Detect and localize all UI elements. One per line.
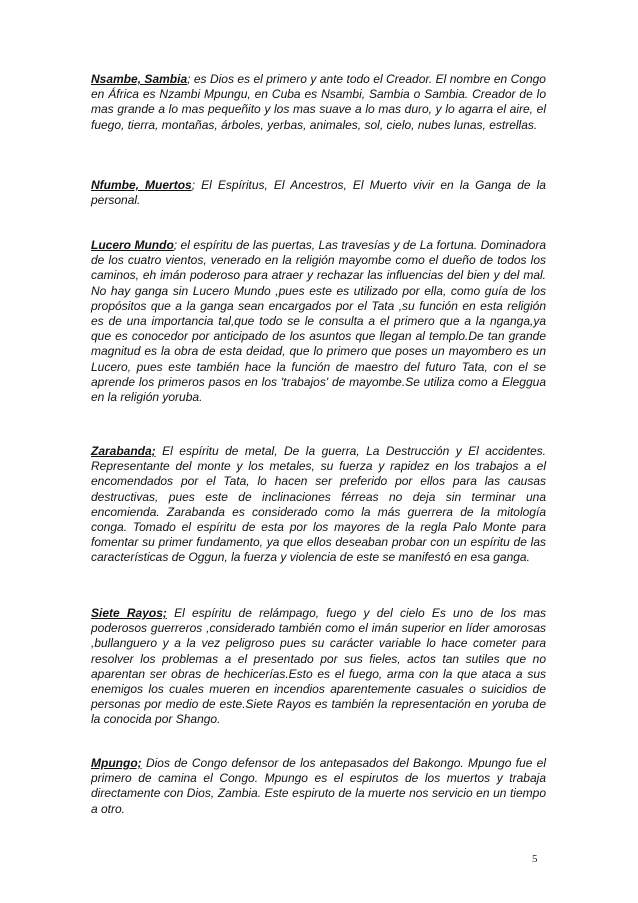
entry-siete-rayos [91,606,546,728]
entry-term: Siete Rayos; [91,606,167,620]
entry-zarabanda [91,444,546,566]
entry-term: Lucero Mundo [91,238,174,252]
entry-text: El espíritu de relámpago, fuego y del cielo Es uno de los mas poderosos guerreros ,considerado también como el imán superior en líder amorosas ,bullanguero y a la vez peligroso pues su carácter variable lo hace cometer para resolver los problemas a el presentado por sus fieles, actos tan sutiles que no aparentan ser obras de hechicerías.Esto es el fuego, arma con la que ataca a sus enemigos los cuales mueren en incendios aparentemente casuales o suicidios de personas por medio de este.Siete Rayos es también la representación en yoruba de la conocida por Shango. [91,606,547,727]
entry-text: ; El Espíritus, El Ancestros, El Muerto vivir en la Ganga de la personal. [91,178,546,208]
entry-lucero-mundo [91,238,546,405]
entry-term: Mpungo; [91,756,142,770]
entry-text: Dios de Congo defensor de los antepasados del Bakongo. Mpungo fue el primero de camina el Congo. Mpungo es el espirutos de los muertos y trabaja directamente con Dios, Zambia. Este espiruto de la muerte nos servicio en un tiempo a otro. [91,756,546,816]
page-number: 5 [532,853,538,865]
entry-text: El espíritu de metal, De la guerra, La Destrucción y El accidentes. Representante del monte y los metales, su fuerza y rapidez en los trabajos a el encomendados por el Tata, lo hacen ser preferido por ellos para las causas destructivas, pues este de inclinaciones férreas no deja sin terminar una encomienda. Zarabanda es considerado como la más guerrera de la mitología conga. Tomado el espíritu de esta por los mayores de la regla Palo Monte para fomentar su primer fundamento, ya que ellos deseaban probar con un espíritu de las características de Oggun, la fuerza y violencia de este se manifestó en esa ganga. [91,444,546,565]
entry-nsambe [91,72,546,133]
entry-term: Nfumbe, Muertos [91,178,192,192]
entry-mpungo [91,756,546,817]
entry-text: ; el espíritu de las puertas, Las travesías y de La fortuna. Dominadora de los cuatro vientos, venerado en la religión mayombe como el dueño de todos los caminos, eh imán poderoso para atraer y rechazar las influencias del bien y del mal. No hay ganga sin Lucero Mundo ,pues este es utilizado por ella, como guía de los propósitos que a la ganga sean encargados por el Tata ,su función en esta religión es de una importancia tal,que todo se le consulta a el primero que a la nganga,ya que es conocedor por anticipado de los asuntos que llegan al templo.De tan grande magnitud es la obra de esta deidad, que lo primero que poses un mayombero es un Lucero, pues este también hace la función de maestro del futuro Tata, con el se aprende los primeros pasos en los 'trabajos' de mayombe.Se utiliza como a Eleggua en la religión yoruba. [91,238,546,405]
entry-term: Nsambe, Sambia [91,72,188,86]
entry-nfumbe [91,178,546,208]
entry-term: Zarabanda; [91,444,156,458]
entry-text: ; es Dios es el primero y ante todo el Creador. El nombre en Congo en África es Nzambi Mpungu, en Cuba es Nsambi, Sambia o Sambia. Creador de lo mas grande a lo mas pequeñito y los mas suave a lo mas duro, y lo agarra el aire, el fuego, tierra, montañas, árboles, yerbas, animales, sol, cielo, nubes lunas, estrellas. [91,72,546,132]
